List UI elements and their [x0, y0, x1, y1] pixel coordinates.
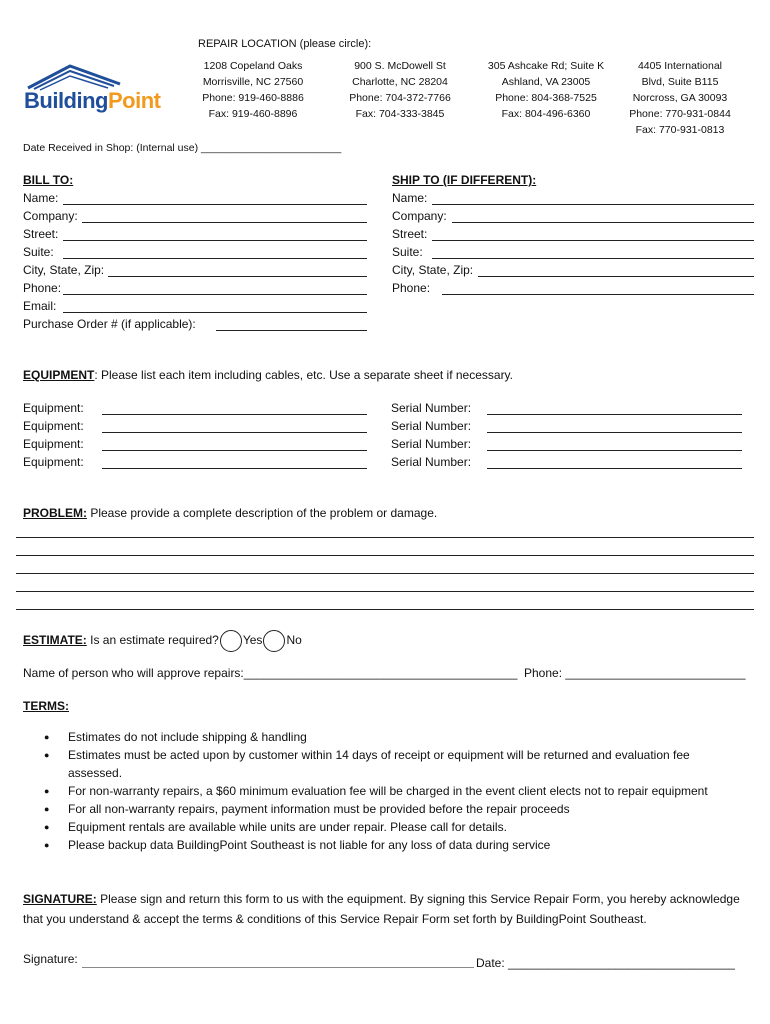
location-line: Phone: 804-368-7525 — [495, 92, 597, 104]
bill-suite-input[interactable] — [63, 258, 367, 259]
repair-location-title: REPAIR LOCATION (please circle): — [198, 38, 372, 50]
serial-label: Serial Number: — [391, 437, 472, 451]
bill-street-label: Street: — [23, 227, 59, 241]
terms-list — [44, 728, 744, 854]
equipment-heading — [23, 368, 513, 382]
estimate-yes-radio[interactable] — [220, 630, 242, 652]
equipment-input[interactable] — [102, 450, 367, 451]
problem-line[interactable] — [16, 591, 754, 592]
equipment-label: Equipment: — [23, 401, 84, 415]
bill-company-input[interactable] — [82, 222, 367, 223]
equipment-input[interactable] — [102, 468, 367, 469]
list-item: ● For non-warranty repairs, a $60 minimum evaluation fee will be charged in the event client elects not to repair equipment — [44, 782, 744, 800]
estimate-no-label: No — [286, 633, 302, 647]
location-line: 1208 Copeland Oaks — [203, 60, 303, 72]
bill-city-input[interactable] — [108, 276, 367, 277]
approver-phone-field[interactable]: Phone: ___________________________ — [524, 666, 746, 680]
location-line: Fax: 770-931-0813 — [635, 124, 725, 136]
signature-paragraph — [23, 889, 743, 929]
bill-name-input[interactable] — [63, 204, 367, 205]
location-ashland[interactable] — [480, 58, 612, 122]
ship-city-input[interactable] — [478, 276, 754, 277]
location-charlotte[interactable] — [340, 58, 460, 122]
signature-title: SIGNATURE: — [23, 892, 97, 906]
serial-input[interactable] — [487, 414, 742, 415]
list-item: ● For all non-warranty repairs, payment information must be provided before the repair proceeds — [44, 800, 744, 818]
bill-phone-input[interactable] — [63, 294, 367, 295]
location-line: Phone: 704-372-7766 — [349, 92, 451, 104]
equipment-desc: : Please list each item including cables, etc. Use a separate sheet if necessary. — [94, 368, 514, 382]
serial-label: Serial Number: — [391, 401, 472, 415]
serial-input[interactable] — [487, 432, 742, 433]
ship-suite-label: Suite: — [392, 245, 423, 259]
signature-text: Please sign and return this form to us with the equipment. By signing this Service Repair Form, you hereby acknowledge that you understand & accept the terms & conditions of this Service Repair Form set forth by BuildingPoint Southeast. — [23, 892, 740, 926]
location-line: Fax: 919-460-8896 — [208, 108, 298, 120]
ship-name-input[interactable] — [432, 204, 754, 205]
list-item: ● Please backup data BuildingPoint Southeast is not liable for any loss of data during service — [44, 836, 744, 854]
ship-street-input[interactable] — [432, 240, 754, 241]
logo-text-point: Point — [107, 88, 161, 113]
ship-suite-input[interactable] — [432, 258, 754, 259]
ship-street-label: Street: — [392, 227, 428, 241]
ship-to-title: SHIP TO (IF DIFFERENT): — [392, 173, 537, 187]
serial-input[interactable] — [487, 450, 742, 451]
equipment-label: Equipment: — [23, 455, 84, 469]
bill-city-label: City, State, Zip: — [23, 263, 105, 277]
signature-input[interactable] — [82, 967, 474, 968]
location-line: Phone: 770-931-0844 — [629, 108, 731, 120]
bill-po-input[interactable] — [216, 330, 367, 331]
location-line: Charlotte, NC 28204 — [352, 76, 448, 88]
location-line: Ashland, VA 23005 — [501, 76, 591, 88]
equipment-input[interactable] — [102, 432, 367, 433]
location-line: Phone: 919-460-8886 — [202, 92, 304, 104]
ship-city-label: City, State, Zip: — [392, 263, 474, 277]
bill-phone-label: Phone: — [23, 281, 62, 295]
problem-desc: Please provide a complete description of the problem or damage. — [87, 506, 438, 520]
problem-line[interactable] — [16, 537, 754, 538]
problem-line[interactable] — [16, 573, 754, 574]
location-line: Morrisville, NC 27560 — [202, 76, 304, 88]
equipment-label: Equipment: — [23, 437, 84, 451]
ship-company-label: Company: — [392, 209, 447, 223]
equipment-title: EQUIPMENT — [23, 368, 95, 382]
estimate-row — [23, 629, 302, 652]
bill-suite-label: Suite: — [23, 245, 54, 259]
serial-input[interactable] — [487, 468, 742, 469]
ship-name-label: Name: — [392, 191, 428, 205]
ship-phone-input[interactable] — [442, 294, 754, 295]
date-received-field[interactable]: Date Received in Shop: (Internal use) ________________________ — [23, 142, 342, 154]
problem-heading — [23, 506, 437, 520]
serial-label: Serial Number: — [391, 455, 472, 469]
location-line: Norcross, GA 30093 — [632, 92, 728, 104]
bill-email-label: Email: — [23, 299, 57, 313]
location-line: 900 S. McDowell St — [354, 60, 446, 72]
problem-title: PROBLEM: — [23, 506, 87, 520]
location-line: Fax: 704-333-3845 — [355, 108, 445, 120]
approver-field[interactable]: Name of person who will approve repairs:_________________________________________ — [23, 666, 518, 680]
estimate-no-radio[interactable] — [263, 630, 285, 652]
location-morrisville[interactable] — [190, 58, 316, 122]
logo-text-building: Building — [24, 88, 108, 113]
estimate-yes-label: Yes — [242, 633, 263, 647]
bill-company-label: Company: — [23, 209, 78, 223]
equipment-input[interactable] — [102, 414, 367, 415]
bill-po-label: Purchase Order # (if applicable): — [23, 317, 196, 331]
bill-street-input[interactable] — [63, 240, 367, 241]
buildingpoint-logo — [24, 60, 189, 120]
logo-wordmark — [24, 88, 160, 114]
terms-title: TERMS: — [23, 699, 69, 713]
list-item: ● Estimates do not include shipping & handling — [44, 728, 744, 746]
location-line: Blvd, Suite B115 — [641, 76, 719, 88]
location-line: 4405 International — [637, 60, 723, 72]
equipment-label: Equipment: — [23, 419, 84, 433]
location-line: Fax: 804-496-6360 — [501, 108, 591, 120]
logo-text — [24, 88, 160, 113]
bill-email-input[interactable] — [63, 312, 367, 313]
signature-label: Signature: — [23, 952, 78, 966]
location-line: 305 Ashcake Rd; Suite K — [487, 60, 605, 72]
estimate-title: ESTIMATE: — [23, 633, 87, 647]
estimate-question: Is an estimate required? — [86, 633, 219, 647]
ship-phone-label: Phone: — [392, 281, 431, 295]
bill-to-title: BILL TO: — [23, 173, 74, 187]
problem-line[interactable] — [16, 555, 754, 556]
bill-name-label: Name: — [23, 191, 59, 205]
signature-date-field[interactable]: Date: __________________________________ — [476, 956, 735, 970]
list-item: ● Equipment rentals are available while units are under repair. Please call for details. — [44, 818, 744, 836]
list-item: ● Estimates must be acted upon by customer within 14 days of receipt or equipment will be returned and evaluation fee assessed. — [44, 746, 744, 782]
serial-label: Serial Number: — [391, 419, 472, 433]
ship-company-input[interactable] — [452, 222, 754, 223]
problem-line[interactable] — [16, 609, 754, 610]
location-norcross[interactable] — [620, 58, 740, 138]
